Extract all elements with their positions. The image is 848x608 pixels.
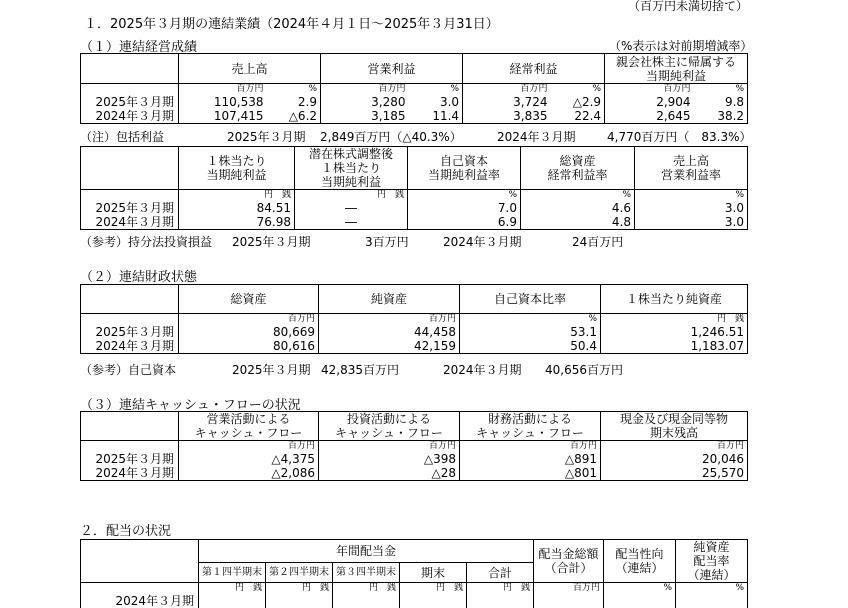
col-doe	[676, 540, 748, 583]
subcol-q3: 第３四半期末	[333, 563, 400, 583]
row-label: 2025年３月期	[81, 325, 179, 339]
dividends-table	[80, 539, 748, 608]
section-3-title: （３）連結キャッシュ・フローの状況	[80, 398, 301, 413]
comprehensive-period-1: 2025年３月期	[227, 130, 306, 144]
row-label: 2025年３月期	[81, 452, 179, 466]
col-roe	[408, 147, 521, 190]
col-diluted-eps-line1: 潜在株式調整後	[308, 147, 393, 161]
table-cell: 3,280	[321, 95, 409, 109]
col-net-profit-line2: 当期純利益	[646, 68, 707, 83]
row-label: 2025年３月期	[81, 95, 179, 109]
unit-yen-sen: 円 銭	[199, 583, 266, 595]
row-label: 2024年３月期	[81, 109, 179, 124]
table-cell: 50.4	[460, 339, 601, 354]
col-investing-cf-line1: 投資活動による	[346, 412, 431, 426]
unit-yen-sen: 円 銭	[266, 583, 333, 595]
col-financing-cf-line1: 財務活動による	[487, 412, 572, 426]
table-cell: 84.51	[179, 201, 295, 215]
unit-money: 百万円	[534, 583, 604, 595]
table-cell: 110,538	[179, 95, 267, 109]
unit-money: 百万円	[319, 314, 460, 326]
col-payout-ratio-line2: （連結）	[615, 561, 664, 575]
equity-method-period-2: 2024年３月期	[443, 235, 522, 249]
table-cell: △801	[460, 466, 601, 481]
unit-money: 百万円	[460, 441, 601, 453]
table-cell: 80,669	[179, 325, 319, 339]
table-cell: 42,159	[319, 339, 460, 354]
unit-pct: %	[694, 84, 748, 96]
col-roa-line1: 総資産	[559, 154, 596, 168]
col-total-assets: 総資産	[179, 285, 319, 314]
table-cell: ―	[295, 215, 408, 230]
row-label: 2024年３月期	[81, 215, 179, 230]
col-roe-line1: 自己資本	[439, 154, 488, 168]
col-payout-ratio	[604, 540, 676, 583]
col-equity-ratio: 自己資本比率	[460, 285, 601, 314]
unit-pct: %	[408, 190, 521, 202]
unit-pct: %	[460, 314, 601, 326]
table-cell: 2.9	[267, 95, 321, 109]
corner-cell	[81, 54, 179, 84]
equity-value-1: 42,835百万円	[321, 363, 399, 377]
table-cell: 2,645	[605, 109, 694, 124]
subcol-total: 合計	[467, 563, 534, 583]
equity-method-value-1: 3百万円	[365, 235, 409, 249]
unit-yen-sen: 円 銭	[179, 190, 295, 202]
unit-pct: %	[635, 190, 748, 202]
units-note: （百万円未満切捨て）	[627, 0, 748, 13]
col-ordinary-profit: 経常利益	[463, 54, 605, 84]
col-operating-cf-line2: キャッシュ・フロー	[194, 426, 303, 440]
col-cash-end-line2: 期末残高	[649, 426, 698, 440]
unit-money: 百万円	[179, 441, 319, 453]
per-share-ratios-table	[80, 146, 748, 230]
unit-pct: %	[267, 84, 321, 96]
col-financing-cf	[460, 412, 601, 441]
col-net-sales: 売上高	[179, 54, 321, 84]
unit-yen-sen: 円 銭	[400, 583, 467, 595]
col-roe-line2: 当期純利益率	[427, 168, 500, 182]
equity-method-period-1: 2025年３月期	[232, 235, 311, 249]
table-cell: 6.9	[408, 215, 521, 230]
section-1-1-title: （１）連結経営成績	[80, 40, 198, 55]
subcol-q2: 第２四半期末	[266, 563, 333, 583]
equity-label: （参考）自己資本	[80, 363, 177, 377]
unit-money: 百万円	[601, 441, 748, 453]
col-operating-margin-line1: 売上高	[672, 154, 709, 168]
col-total-dividends-line2: （合計）	[544, 561, 593, 575]
col-roa	[521, 147, 635, 190]
col-operating-cf	[179, 412, 319, 441]
unit-money: 百万円	[179, 314, 319, 326]
col-doe-line3: （連結）	[687, 568, 736, 582]
equity-method-value-2: 24百万円	[572, 235, 624, 249]
col-payout-ratio-line1: 配当性向	[615, 547, 664, 561]
comprehensive-value-2: 4,770百万円（ 83.3%）	[607, 130, 752, 144]
unit-money: 百万円	[463, 84, 551, 96]
row-label: 2024年３月期	[81, 466, 179, 481]
col-eps-line1: １株当たり	[206, 154, 267, 168]
unit-money: 百万円	[605, 84, 694, 96]
table-cell: 4.6	[521, 201, 635, 215]
table-cell: 107,415	[179, 109, 267, 124]
equity-period-2: 2024年３月期	[443, 363, 522, 377]
unit-pct: %	[521, 190, 635, 202]
table-cell: 7.0	[408, 201, 521, 215]
col-doe-line1: 純資産	[693, 540, 730, 554]
table-cell: △2,086	[179, 466, 319, 481]
table-cell: 3,185	[321, 109, 409, 124]
col-total-dividends	[534, 540, 604, 583]
table-cell: △2.9	[551, 95, 605, 109]
financial-position-table	[80, 284, 748, 354]
table-cell: 80,616	[179, 339, 319, 354]
row-label: 2025年３月期	[81, 201, 179, 215]
col-bps: １株当たり純資産	[601, 285, 748, 314]
table-cell: 20,046	[601, 452, 748, 466]
col-financing-cf-line2: キャッシュ・フロー	[476, 426, 584, 440]
section-1-title: １．2025年３月期の連結業績（2024年４月１日～2025年３月31日）	[84, 17, 499, 32]
unit-pct: %	[604, 583, 676, 595]
unit-money: 百万円	[319, 441, 460, 453]
table-cell: 3.0	[409, 95, 463, 109]
col-cash-end	[601, 412, 748, 441]
col-operating-margin	[635, 147, 748, 190]
table-cell: △6.2	[267, 109, 321, 124]
col-operating-margin-line2: 営業利益率	[660, 168, 721, 182]
unit-yen-sen: 円 銭	[333, 583, 400, 595]
table-cell: 9.8	[694, 95, 748, 109]
subcol-year-end: 期末	[400, 563, 467, 583]
section-dividends-title: ２．配当の状況	[80, 524, 172, 539]
col-net-assets: 純資産	[319, 285, 460, 314]
table-cell: 44,458	[319, 325, 460, 339]
unit-yen-sen: 円 銭	[601, 314, 748, 326]
unit-money: 百万円	[321, 84, 409, 96]
unit-pct: %	[551, 84, 605, 96]
col-total-dividends-line1: 配当金総額	[538, 547, 599, 561]
operating-results-table	[80, 53, 748, 124]
unit-pct: %	[676, 583, 748, 595]
unit-yen-sen: 円 銭	[295, 190, 408, 202]
table-cell: 4.8	[521, 215, 635, 230]
cash-flow-table	[80, 411, 748, 481]
col-operating-profit: 営業利益	[321, 54, 463, 84]
annual-dividends-group: 年間配当金	[199, 540, 534, 563]
table-cell: 3.0	[635, 201, 748, 215]
table-cell: 1,183.07	[601, 339, 748, 354]
table-cell: 3.0	[635, 215, 748, 230]
section-2-title: （２）連結財政状態	[80, 270, 198, 285]
col-eps-line2: 当期純利益	[206, 168, 267, 182]
table-cell: △891	[460, 452, 601, 466]
unit-pct: %	[409, 84, 463, 96]
table-cell: 38.2	[694, 109, 748, 124]
unit-money: 百万円	[179, 84, 267, 96]
table-cell: △4,375	[179, 452, 319, 466]
table-cell: 1,246.51	[601, 325, 748, 339]
equity-period-1: 2025年３月期	[232, 363, 311, 377]
table-cell: △28	[319, 466, 460, 481]
table-cell: 2,904	[605, 95, 694, 109]
table-cell: ―	[295, 201, 408, 215]
col-net-profit	[605, 54, 748, 84]
col-doe-line2: 配当率	[693, 554, 730, 568]
percentage-note: （%表示は対前期増減率）	[609, 39, 753, 53]
unit-yen-sen: 円 銭	[467, 583, 534, 595]
table-cell: 25,570	[601, 466, 748, 481]
equity-value-2: 40,656百万円	[545, 363, 623, 377]
table-cell: 3,835	[463, 109, 551, 124]
row-label: 2024年３月期	[81, 594, 199, 608]
col-investing-cf	[319, 412, 460, 441]
row-label: 2024年３月期	[81, 339, 179, 354]
col-diluted-eps-line3: 当期純利益	[320, 175, 381, 189]
table-cell: 22.4	[551, 109, 605, 124]
col-cash-end-line1: 現金及び現金同等物	[619, 412, 728, 426]
col-eps	[179, 147, 295, 190]
table-cell: 3,724	[463, 95, 551, 109]
col-diluted-eps-line2: １株当たり	[320, 161, 381, 175]
col-operating-cf-line1: 営業活動による	[206, 412, 291, 426]
table-cell: 53.1	[460, 325, 601, 339]
col-diluted-eps	[295, 147, 408, 190]
col-roa-line2: 経常利益率	[547, 168, 608, 182]
comprehensive-value-1: 2,849百万円（△40.3%）	[320, 130, 462, 144]
table-cell: △398	[319, 452, 460, 466]
table-cell: 11.4	[409, 109, 463, 124]
subcol-q1: 第１四半期末	[199, 563, 266, 583]
col-investing-cf-line2: キャッシュ・フロー	[335, 426, 443, 440]
comprehensive-income-label: （注）包括利益	[80, 130, 165, 144]
comprehensive-period-2: 2024年３月期	[497, 130, 576, 144]
col-net-profit-line1: 親会社株主に帰属する	[616, 54, 737, 69]
table-cell: 76.98	[179, 215, 295, 230]
equity-method-label: （参考）持分法投資損益	[80, 235, 213, 249]
